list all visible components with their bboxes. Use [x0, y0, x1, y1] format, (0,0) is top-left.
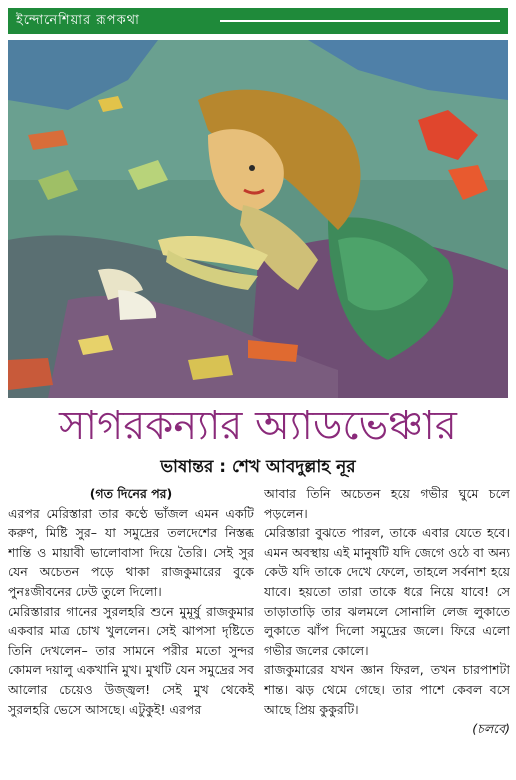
- article-paragraph: আবার তিনি অচেতন হয়ে গভীর ঘুমে চলে পড়লেন।: [264, 486, 510, 521]
- section-title: ইন্দোনেশিয়ার রূপকথা: [16, 13, 140, 28]
- mermaid-illustration: [8, 40, 508, 398]
- article-paragraph: এরপর মেরিস্তারা তার কণ্ঠে ভাঁজল এমন একটি করুণ, মিষ্টি সুর– যা সমুদ্রের তলদেশের নিস্তব্ধ শান্তি ও মায়াবী ভালোবাসা দিয়ে তৈরি। সেই সুর যেন অচেতন পড়ে থাকা রাজকুমারের বুকে পুনঃজীবনের ঢেউ তুলে দিলো।: [8, 505, 254, 599]
- article-column-left: [8, 484, 254, 774]
- article-paragraph: মেরিস্তারার গানের সুরলহরি শুনে মুমূর্ষু রাজকুমার একবার মাত্র চোখ খুললেন। সেই ঝাপসা দৃষ্টিতে তিনি দেখলেন– তার সামনে পরীর মতো সুন্দর কোমল দয়ালু একখানি মুখ। মুখটি যেন সমুদ্রের সব আলোর চেয়েও উজ্জ্বল! সেই মুখ থেকেই সুরলহরি ভেসে আসছে। এটুকুই! এরপর: [8, 603, 254, 717]
- article-title: সাগরকন্যার অ্যাডভেঞ্চার: [59, 403, 457, 449]
- header-rule: [220, 20, 500, 22]
- mermaid-illustration-art: [8, 40, 508, 398]
- article-column-right: [264, 484, 510, 774]
- section-header-bar: [8, 8, 508, 34]
- article-paragraph: মেরিস্তারা বুঝতে পারল, তাকে এবার যেতে হবে। এমন অবস্থায় এই মানুষটি যদি জেগে ওঠে বা অন্য কেউ যদি তাকে দেখে ফেলে, তাহলে সর্বনাশ হয়ে যাবে। হয়তো তারা তাকে ধরে নিয়ে যাবে! সে তাড়াতাড়ি তার ঝলমলে সোনালি লেজ লুকাতে লুকাতে ঝাঁপ দিলো সমুদ্রের জলে। ফিরে এলো গভীর জলের কোলে।: [264, 525, 510, 658]
- continued-note: (চলবে): [472, 721, 510, 737]
- translator-credit: ভাষান্তর : শেখ আবদুল্লাহ নূর: [160, 457, 356, 477]
- article-paragraph: রাজকুমারের যখন জ্ঞান ফিরল, তখন চারপাশটা শান্ত। ঝড় থেমে গেছে। তার পাশে কেবল বসে আছে প্রিয় কুকুরটি।: [264, 662, 510, 717]
- previous-installment-note: (গত দিনের পর): [89, 486, 173, 501]
